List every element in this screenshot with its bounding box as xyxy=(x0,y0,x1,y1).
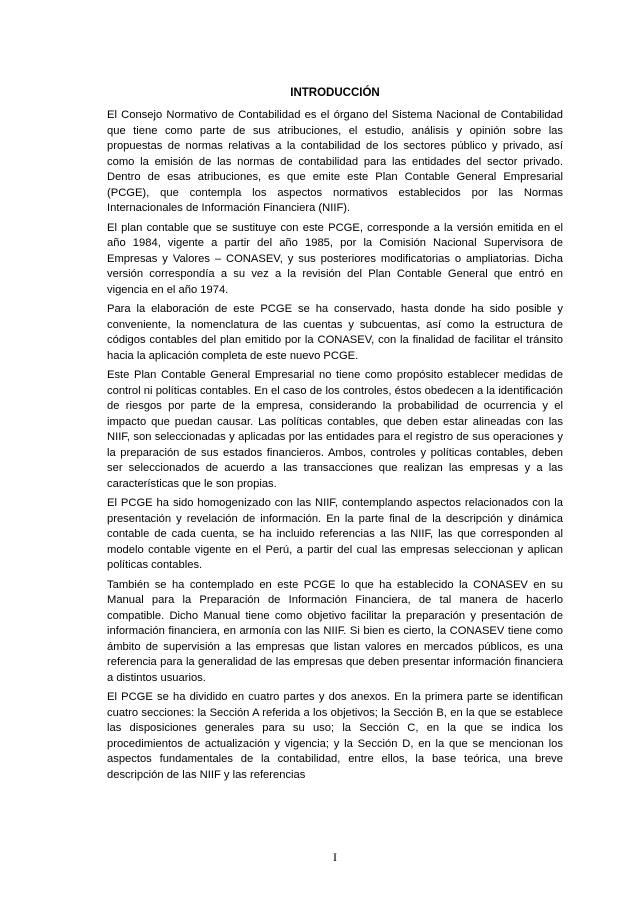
paragraph-1: El Consejo Normativo de Contabilidad es el órgano del Sistema Nacional de Contabilidad que tiene como parte de sus atribuciones, el estudio, análisis y opinión sobre las propuestas de normas relativas a la contabilidad de los sectores público y privado, así como la emisión de las normas de contabilidad para las entidades del sector privado. Dentro de esas atribuciones, es que emite este Plan Contable General Empresarial (PCGE), que contempla los aspectos normativos establecidos por las Normas Internacionales de Información Financiera (NIIF). xyxy=(107,109,563,214)
paragraph-4: Este Plan Contable General Empresarial no tiene como propósito establecer medidas de control ni políticas contables. En el caso de los controles, éstos obedecen a la identificación de riesgos por parte de la empresa, considerando la probabilidad de ocurrencia y el impacto que puedan causar. Las políticas contables, que deben estar alineadas con las NIIF, son seleccionadas y aplicadas por las entidades para el registro de sus operaciones y la preparación de sus estados financieros. Ambos, controles y políticas contables, deben ser seleccionados de acuerdo a las transacciones que realizan las empresas y a las características que le son propias. xyxy=(107,369,563,490)
paragraph-3: Para la elaboración de este PCGE se ha conservado, hasta donde ha sido posible y conveniente, la nomenclatura de las cuentas y subcuentas, así como la estructura de códigos contables del plan emitido por la CONASEV, con la finalidad de facilitar el tránsito hacia la aplicación completa de este nuevo PCGE. xyxy=(107,303,563,362)
paragraph-7: El PCGE se ha dividido en cuatro partes y dos anexos. En la primera parte se identifican cuatro secciones: la Sección A referida a los objetivos; la Sección B, en la que se establece las disposiciones generales para su uso; la Sección C, en la que se indica los procedimientos de actualización y vigencia; y la Sección D, en la que se mencionan los aspectos fundamentales de la contabilidad, entre ellos, la base teórica, una breve descripción de las NIIF y las referencias xyxy=(107,691,563,781)
paragraph-6: También se ha contemplado en este PCGE lo que ha establecido la CONASEV en su Manual para la Preparación de Información Financiera, de tal manera de hacerlo compatible. Dicho Manual tiene como objetivo facilitar la preparación y presentación de información financiera, en armonía con las NIIF. Si bien es cierto, la CONASEV tiene como ámbito de supervisión a las empresas que listan valores en mercados públicos, es una referencia para la generalidad de las empresas que deben presentar información financiera a distintos usuarios. xyxy=(107,578,563,684)
paragraph-2: El plan contable que se sustituye con este PCGE, corresponde a la versión emitida en el año 1984, vigente a partir del año 1985, por la Comisión Nacional Supervisora de Empresas y Valores – CONASEV, y sus posteriores modificatorias o ampliatorias. Dicha versión correspondía a su vez a la revisión del Plan Contable General que entró en vigencia en el año 1974. xyxy=(107,221,563,296)
page-title: INTRODUCCIÓN xyxy=(290,87,380,99)
paragraph-5: El PCGE ha sido homogenizado con las NIIF, contemplando aspectos relacionados con la presentación y revelación de información. En la parte final de la descripción y dinámica contable de cada cuenta, se ha incluido referencias a las NIIF, las que corresponden al modelo contable vigente en el Perú, a partir del cual las empresas seleccionan y aplican políticas contables. xyxy=(107,497,563,571)
document-body xyxy=(107,108,563,787)
page-number: I xyxy=(333,850,337,864)
